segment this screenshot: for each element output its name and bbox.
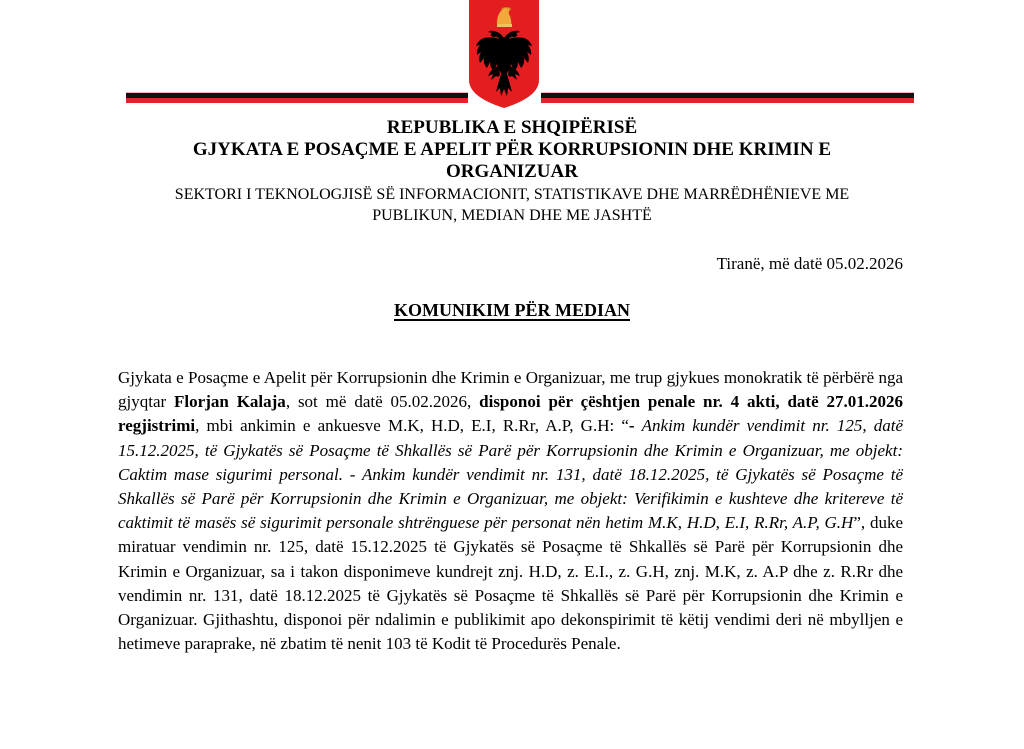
document-title-text: KOMUNIKIM PËR MEDIAN — [394, 300, 630, 320]
header-republic-title: REPUBLIKA E SHQIPËRISË — [386, 117, 638, 138]
header-court-name — [0, 139, 1024, 183]
header-stripe-right — [541, 92, 914, 103]
header-sector — [0, 184, 1024, 226]
body-paragraph — [118, 366, 903, 656]
body-text-date: , sot më datë 05.02.2026, — [285, 392, 480, 412]
stripe-red — [541, 98, 914, 103]
sector-line-1: SEKTORI I TEKNOLOGJISË SË INFORMACIONIT, STATISTIKAVE DHE MARRËDHËNIEVE ME — [174, 186, 850, 203]
court-name-text: GJYKATA E POSAÇME E APELIT PËR KORRUPSIONIN DHE KRIMIN E ORGANIZUAR — [192, 139, 832, 182]
judge-name: Florjan Kalaja — [174, 392, 286, 412]
document-date: Tiranë, më datë 05.02.2026 — [716, 254, 903, 273]
document-title — [0, 299, 1024, 321]
albanian-coat-of-arms-emblem — [466, 0, 542, 112]
body-text-appellants: , mbi ankimin e ankuesve M.K, H.D, E.I, R.Rr, A.P, G.H: “ — [195, 416, 629, 436]
appeal-object-quote: Ankim kundër vendimit nr. 125, datë 15.12.2025, të Gjykatës së Posaçme të Shkallës së Parë për Korrupsionin dhe Krimin e Organizuar, me objekt: Caktim mase sigurimi personal. - Ankim kundër vendimit nr. 131, datë 18.12.2025, të Gjykatës së Posaçme të Shkallës së Parë për Korrupsionin dhe Krimin e Organizuar, me objekt: Verifikimin e kushteve dhe kritereve të caktimit të masës së sigurimit personale shtrënguese për personat nën hetim M.K, H.D, E.I, R.Rr, A.P, G.H — [118, 416, 903, 533]
header-stripe-left — [126, 92, 468, 103]
decision-case-reference: disponoi për çështjen penale nr. 4 akti, datë 27.01.2026 regjistrimi — [118, 392, 904, 436]
body-text-ruling: ”, duke miratuar vendimin nr. 125, datë 15.12.2025 të Gjykatës së Posaçme të Shkallës së Parë për Korrupsionin dhe Krimin e Organizuar, sa i takon disponimeve kundrejt znj. H.D, z. E.I., z. G.H, znj. M.K, z. A.P dhe z. R.Rr dhe vendimin nr. 131, datë 18.12.2025 të Gjykatës së Posaçme të Shkallës së Parë për Korrupsionin dhe Krimin e Organizuar. Gjithashtu, disponoi për ndalimin e publikimit apo dekonspirimit të këtij vendimi deri në mbylljen e hetimeve paraprake, në zbatim të nenit 103 të Kodit të Procedurës Penale. — [118, 513, 903, 654]
quote-dash: - — [628, 416, 642, 436]
body-text-intro: Gjykata e Posaçme e Apelit për Korrupsionin dhe Krimin e Organizuar, me trup gjykues monokratik të përbërë nga gjyqtar — [118, 368, 903, 412]
stripe-red — [126, 98, 468, 103]
sector-line-2: PUBLIKUN, MEDIAN DHE ME JASHTË — [372, 207, 652, 224]
